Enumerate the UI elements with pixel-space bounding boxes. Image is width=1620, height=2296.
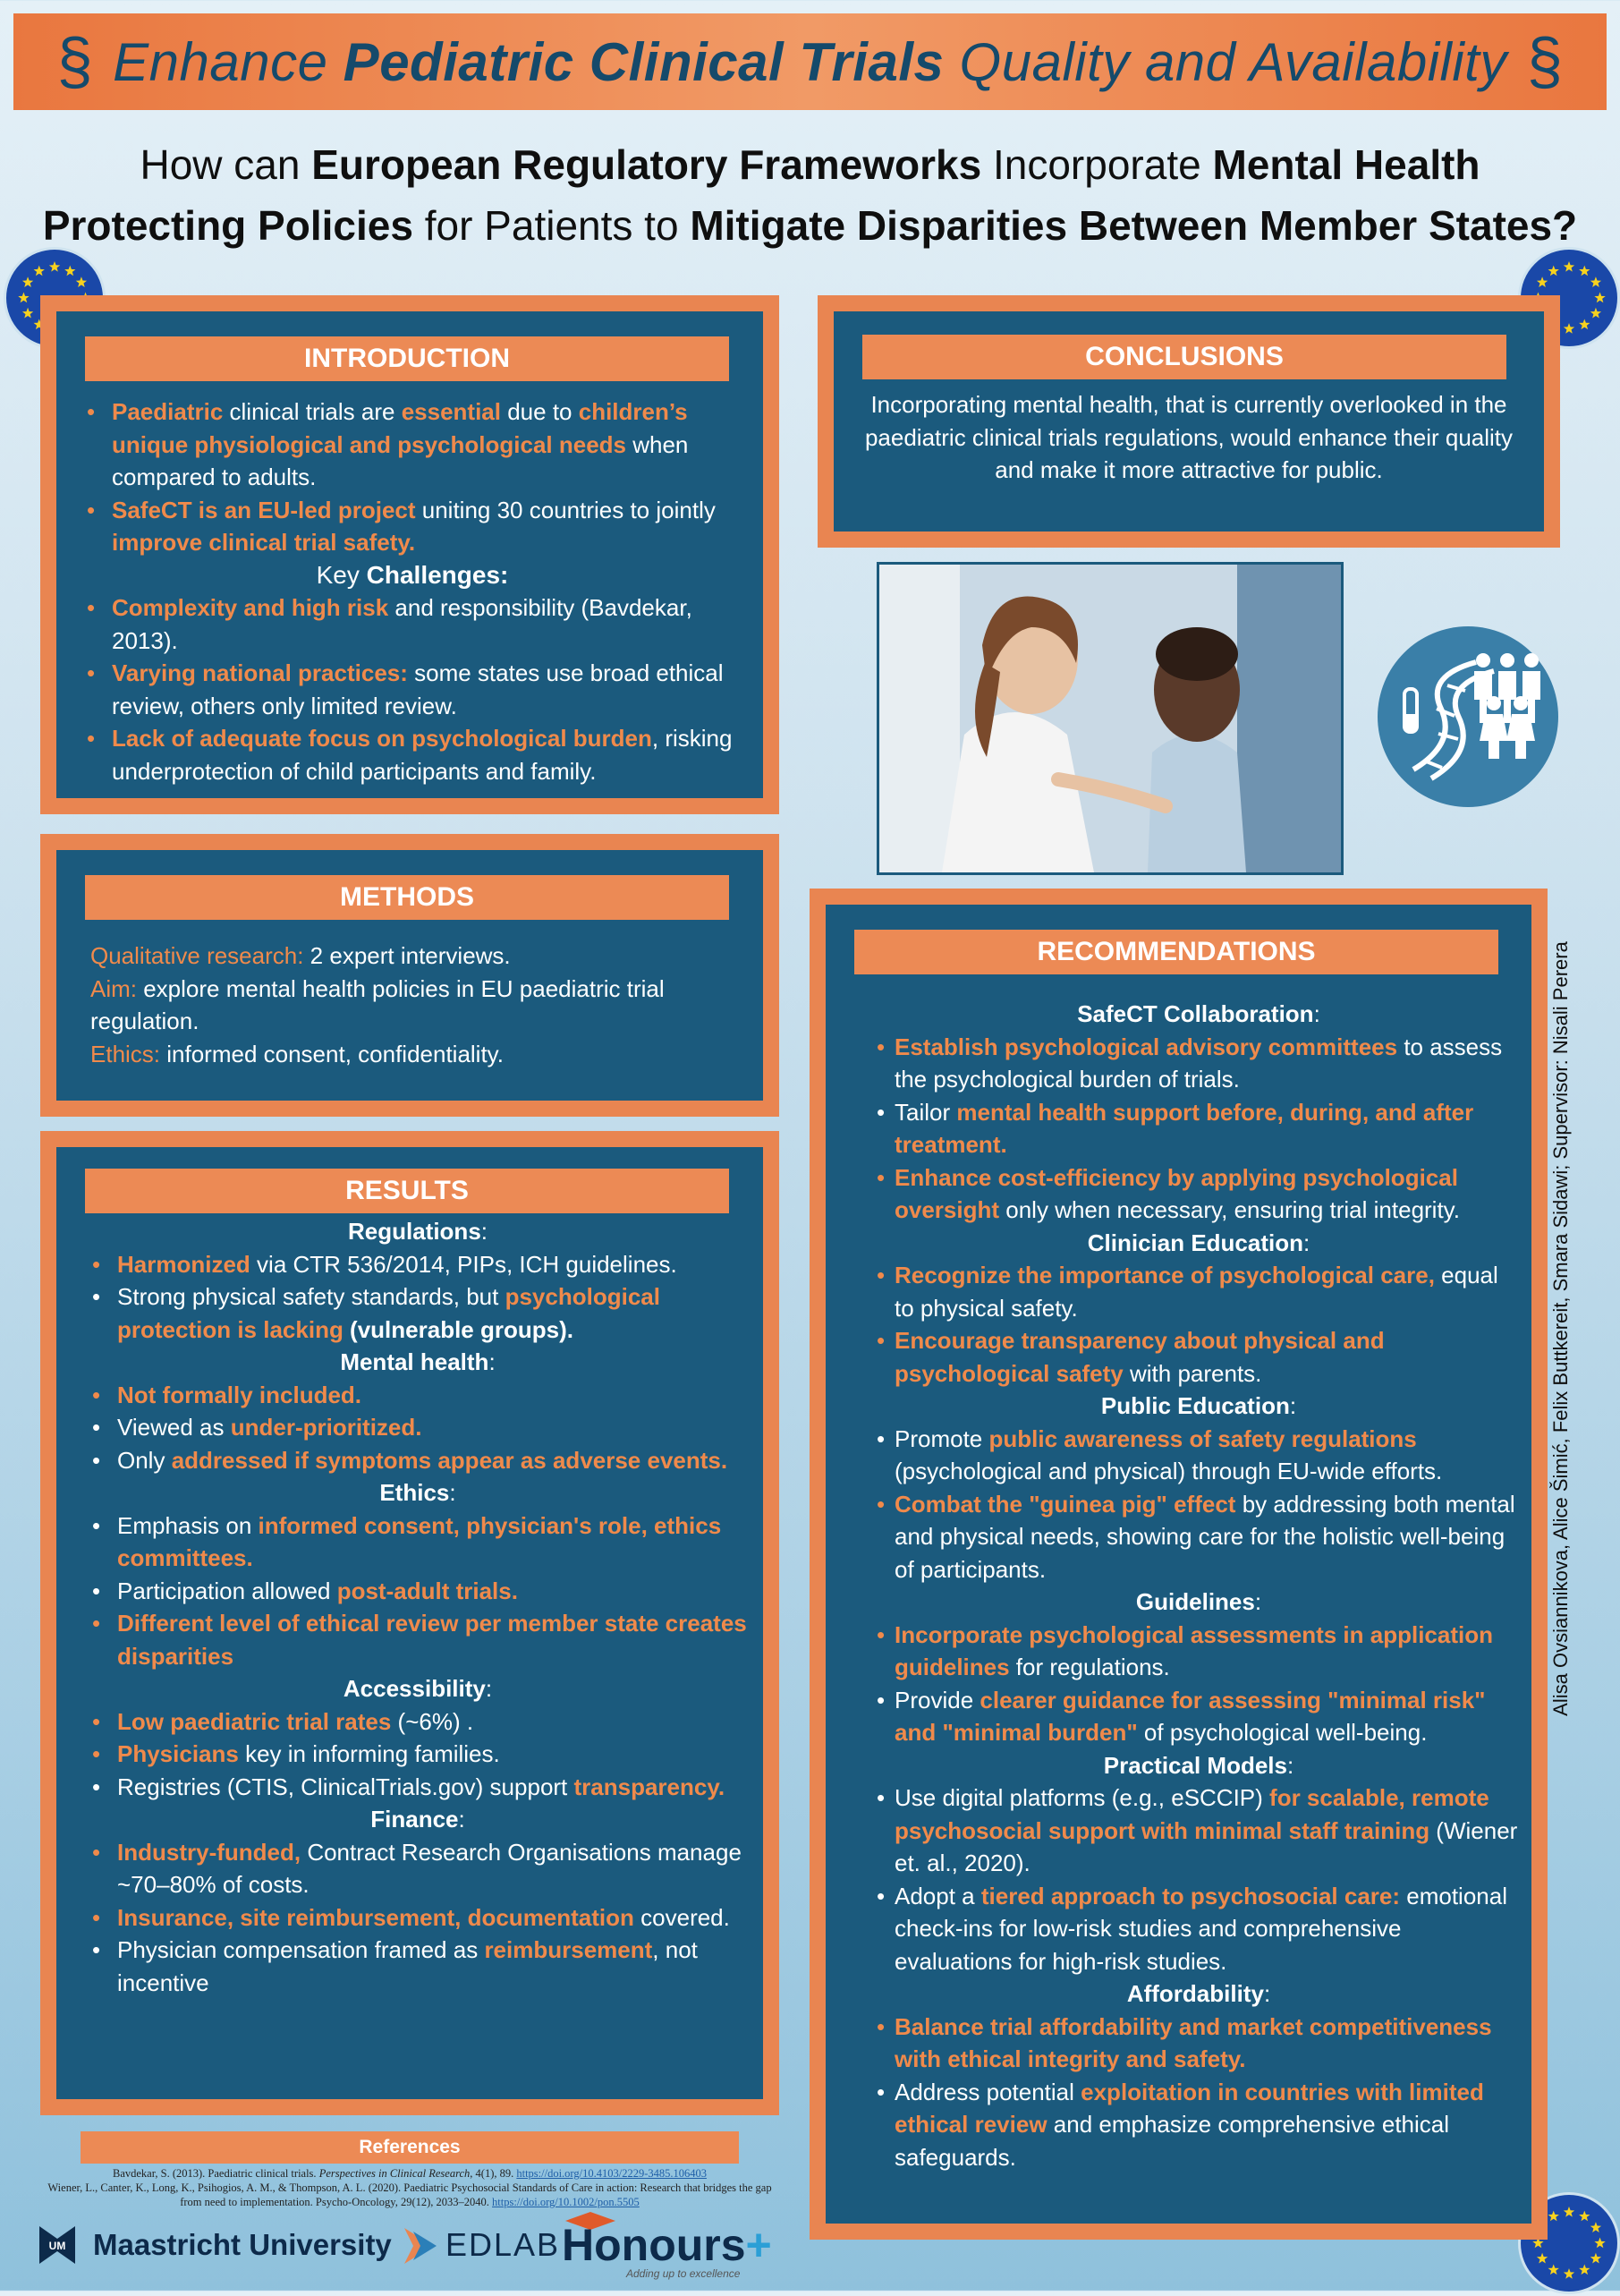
list-item: • Different level of ethical review per member state creates disparities: [87, 1607, 749, 1672]
reference-item: Bavdekar, S. (2013). Paediatric clinical trials. Perspectives in Clinical Research, 4(1), 89. https://doi.org/10.4103/2229-3485.106403: [113, 2167, 707, 2180]
recommendations-heading: RECOMMENDATIONS: [854, 930, 1498, 974]
title-pre: Enhance: [113, 31, 344, 92]
authors-vertical: [1543, 940, 1579, 1718]
list-item: • Lack of adequate focus on psychological burden, risking underprotection of child participants and family.: [81, 722, 743, 787]
eu-star-icon: [1564, 261, 1574, 272]
eu-star-icon: [1548, 2264, 1559, 2275]
methods-line: Aim: explore mental health policies in EU paediatric trial regulation.: [90, 974, 665, 1034]
subheading-accessibility: Accessibility:: [343, 1675, 493, 1702]
subheading-practical-models: Practical Models:: [1103, 1751, 1294, 1779]
methods-line: Ethics: informed consent, confidentiality.: [90, 1040, 504, 1067]
key-challenges-heading: Key Challenges:: [316, 560, 509, 589]
methods-heading: METHODS: [85, 875, 729, 920]
subheading-mental-health: Mental health:: [340, 1348, 496, 1375]
conclusions-body: Incorporating mental health, that is currently overlooked in the paediatric clinical trials regulations, would enhance their quality and make it more attractive for public.: [864, 391, 1514, 483]
eu-star-icon: [22, 308, 33, 319]
question-bold: Mitigate Disparities Between Member States?: [690, 202, 1578, 249]
research-question: [0, 134, 1620, 256]
conclusions-heading: CONCLUSIONS: [862, 335, 1506, 379]
title-post: Quality and Availability: [944, 31, 1507, 92]
list-item: • Physician compensation framed as reimbursement, not incentive: [87, 1934, 749, 1999]
list-item: • Viewed as under-prioritized.: [87, 1411, 749, 1444]
eu-star-icon: [64, 266, 75, 276]
recommendations-body: [877, 998, 1521, 2173]
eu-star-icon: [34, 266, 45, 276]
subheading-affordability: Affordability:: [1126, 1980, 1271, 2007]
eu-star-icon: [1590, 276, 1601, 287]
list-item: • Encourage transparency about physical and psychological safety with parents.: [877, 1324, 1521, 1390]
results-body: [87, 1215, 749, 1999]
list-item: • Physicians key in informing families.: [87, 1738, 749, 1771]
doctor-child-photo: [877, 562, 1344, 875]
eu-star-icon: [1537, 276, 1548, 287]
results-panel: [40, 1131, 779, 2115]
subheading-public-education: Public Education:: [1100, 1392, 1297, 1419]
introduction-body: [81, 395, 743, 787]
eu-star-icon: [1579, 2211, 1590, 2222]
list-item: • Adopt a tiered approach to psychosocial care: emotional check-ins for low-risk studies and comprehensive evaluations for high-risk studies.: [877, 1880, 1521, 1978]
eu-star-icon: [18, 293, 29, 303]
eu-star-icon: [1594, 2238, 1605, 2249]
question-bold: Mental Health: [1212, 141, 1480, 188]
question-bold: European Regulatory Frameworks: [311, 141, 982, 188]
list-item: • Incorporate psychological assessments in application guidelines for regulations.: [877, 1619, 1521, 1684]
list-item: • Recognize the importance of psychological care, equal to physical safety.: [877, 1259, 1521, 1324]
list-item: • Tailor mental health support before, during, and after treatment.: [877, 1096, 1521, 1161]
list-item: • Industry-funded, Contract Research Organisations manage ~70–80% of costs.: [87, 1836, 749, 1901]
list-item: • Strong physical safety standards, but psychological protection is lacking (vulnerable groups).: [87, 1280, 749, 1346]
eu-star-icon: [76, 276, 87, 287]
results-heading: RESULTS: [85, 1169, 729, 1213]
subheading-regulations: Regulations:: [347, 1218, 488, 1245]
title-bold: Pediatric Clinical Trials: [343, 31, 945, 92]
eu-star-icon: [1590, 2253, 1601, 2264]
eu-star-icon: [1548, 2211, 1559, 2222]
honours-logo: Honours+: [562, 2220, 772, 2270]
eu-star-icon: [1590, 308, 1601, 319]
authors-text: Alisa Ovsiannikova, Alice Šimić, Felix Buttkereit, Smara Sidawi; Supervisor: Nisali Perera: [1549, 941, 1572, 1716]
methods-panel: [40, 834, 779, 1117]
dna-people-icon: [1378, 626, 1558, 807]
methods-line: Qualitative research: 2 expert interviews.: [90, 942, 511, 969]
subheading-safect: SafeCT Collaboration:: [1077, 1000, 1320, 1027]
introduction-heading: INTRODUCTION: [85, 336, 729, 381]
list-item: • Balance trial affordability and market competitiveness with ethical integrity and safety.: [877, 2011, 1521, 2076]
list-item: • Low paediatric trial rates (~6%) .: [87, 1705, 749, 1739]
recommendations-panel: [810, 889, 1548, 2240]
list-item: • Establish psychological advisory committees to assess the psychological burden of trials.: [877, 1031, 1521, 1096]
doctor-child-illustration: [879, 565, 1341, 872]
honours-tagline: Adding up to excellence: [626, 2267, 741, 2280]
list-item: • Use digital platforms (e.g., eSCCIP) for scalable, remote psychosocial support with minimal staff training (Wiener et. al., 2020).: [877, 1782, 1521, 1880]
question-bold: Protecting Policies: [42, 202, 413, 249]
logo-bar: [36, 2215, 772, 2280]
subheading-ethics: Ethics:: [379, 1479, 456, 1506]
list-item: • Only addressed if symptoms appear as adverse events.: [87, 1444, 749, 1477]
list-item: • Participation allowed post-adult trials.: [87, 1575, 749, 1608]
list-item: • Complexity and high risk and responsibility (Bavdekar, 2013).: [81, 591, 743, 657]
eu-star-icon: [1548, 266, 1559, 276]
section-mark-right: §: [1526, 26, 1564, 98]
question-text: Incorporate: [981, 141, 1213, 188]
eu-star-icon: [1579, 319, 1590, 329]
references-list: [36, 2166, 784, 2209]
reference-item: Wiener, L., Canter, K., Long, K., Psihogios, A. M., & Thompson, A. L. (2020). Paediatric Psychosocial Standards of Care in action: Research that bridges the gap from need to implementation. Psycho-Oncology, 29(12), 2033–2040. https://doi.org/10.1002/pon.5505: [47, 2181, 772, 2208]
eu-star-icon: [1594, 293, 1605, 303]
poster-title-banner: [13, 13, 1607, 110]
edlab-logo: EDLAB: [445, 2226, 561, 2263]
question-text: for Patients to: [412, 202, 691, 249]
list-item: • Provide clearer guidance for assessing "minimal risk" and "minimal burden" of psychological well-being.: [877, 1684, 1521, 1749]
list-item: • Varying national practices: some states use broad ethical review, others only limited review.: [81, 657, 743, 722]
list-item: • Insurance, site reimbursement, documentation covered.: [87, 1901, 749, 1935]
subheading-guidelines: Guidelines:: [1135, 1588, 1262, 1615]
list-item: • Enhance cost-efficiency by applying psychological oversight only when necessary, ensuring trial integrity.: [877, 1161, 1521, 1227]
maastricht-university-logo: Maastricht University: [93, 2228, 392, 2261]
reference-link[interactable]: https://doi.org/10.1002/pon.5505: [492, 2196, 640, 2208]
list-item: • Not formally included.: [87, 1379, 749, 1412]
maastricht-logo-icon: [36, 2223, 79, 2267]
edlab-logo-icon: [401, 2223, 440, 2269]
eu-star-icon: [1590, 2222, 1601, 2232]
list-item: • Address potential exploitation in countries with limited ethical review and emphasize comprehensive ethical safeguards.: [877, 2076, 1521, 2174]
list-item: • Combat the "guinea pig" effect by addressing both mental and physical needs, showing care for the holistic well-being of participants.: [877, 1488, 1521, 1586]
eu-star-icon: [1564, 323, 1574, 334]
eu-star-icon: [1579, 266, 1590, 276]
list-item: • SafeCT is an EU-led project uniting 30 countries to jointly improve clinical trial safety.: [81, 494, 743, 559]
conclusions-panel: [818, 295, 1560, 548]
poster-title: [113, 31, 1507, 93]
subheading-clinician-education: Clinician Education:: [1087, 1229, 1310, 1256]
eu-star-icon: [1564, 2268, 1574, 2279]
methods-body: [90, 940, 743, 1070]
reference-link[interactable]: https://doi.org/10.4103/2229-3485.106403: [516, 2167, 707, 2180]
list-item: • Paediatric clinical trials are essential due to children’s unique physiological and psychological needs when compared to adults.: [81, 395, 743, 494]
section-mark-left: §: [56, 26, 94, 98]
list-item: • Harmonized via CTR 536/2014, PIPs, ICH guidelines.: [87, 1248, 749, 1281]
eu-star-icon: [1564, 2207, 1574, 2217]
eu-star-icon: [22, 276, 33, 287]
eu-star-icon: [1537, 2253, 1548, 2264]
references-heading: References: [81, 2131, 739, 2164]
subheading-finance: Finance:: [370, 1806, 465, 1833]
eu-star-icon: [1579, 2264, 1590, 2275]
svg-text:UM: UM: [48, 2240, 66, 2252]
list-item: • Registries (CTIS, ClinicalTrials.gov) support transparency.: [87, 1771, 749, 1804]
list-item: • Emphasis on informed consent, physician's role, ethics committees.: [87, 1509, 749, 1575]
question-text: How can: [140, 141, 312, 188]
list-item: • Promote public awareness of safety regulations (psychological and physical) through EU-wide efforts.: [877, 1423, 1521, 1488]
eu-star-icon: [49, 261, 60, 272]
introduction-panel: [40, 295, 779, 814]
